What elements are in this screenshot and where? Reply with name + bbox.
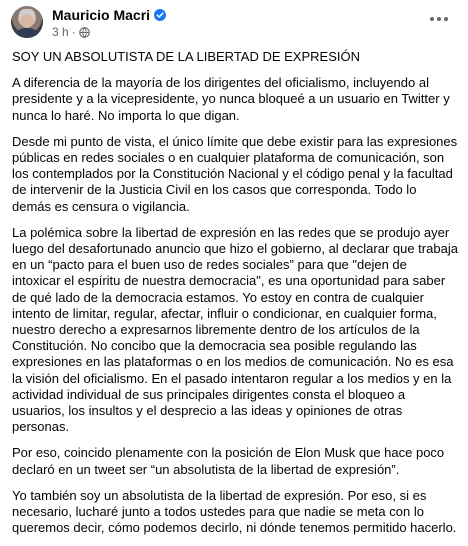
avatar[interactable] xyxy=(11,6,43,38)
author-name[interactable]: Mauricio Macri xyxy=(52,7,151,23)
post-body xyxy=(12,49,458,546)
post-paragraph: Desde mi punto de vista, el único límite que debe existir para las expresiones públicas en redes sociales o en cualquier plataforma de comunicación, son los contemplados por la Constitución Nacional y el código penal y la facultad de intervenir de la Justicia Civil en los casos que corresponda. Todo lo demás es censura o vigilancia. xyxy=(12,133,458,214)
avatar-shirt xyxy=(15,28,39,38)
verified-badge-icon xyxy=(154,9,166,21)
more-options-button[interactable] xyxy=(426,8,452,30)
author-row xyxy=(52,6,166,24)
post-paragraph: Por eso, coincido plenamente con la posición de Elon Musk que hace poco declaró en un tweet ser “un absolutista de la libertad de expresión”. xyxy=(12,445,445,477)
post-header xyxy=(8,6,460,42)
more-horizontal-icon xyxy=(430,17,448,21)
globe-icon[interactable] xyxy=(79,27,90,38)
post-title: SOY UN ABSOLUTISTA DE LA LIBERTAD DE EXPRESIÓN xyxy=(12,49,360,64)
meta-separator: · xyxy=(71,25,76,39)
post-paragraph: A diferencia de la mayoría de los dirigentes del oficialismo, incluyendo al presidente y a la vicepresidente, yo nunca bloqueé a un usuario en Twitter y nunca lo haré. No importa lo que digan. xyxy=(12,75,450,123)
post-paragraph: La polémica sobre la libertad de expresión en las redes que se produjo ayer luego del desafortunado anuncio que hizo el gobierno, al declarar que trabaja en un “pacto para el buen uso de redes sociales” para que "dejen de intoxicar el espíritu de nuestra democracia", es una oportunidad para saber de qué lado de la democracia estamos. Yo estoy en contra de cualquier intento de limitar, regular, afectar, influir o condicionar, en cualquier forma, nuestro derecho a expresarnos libremente dentro de los artículos de la Constitución. No concibo que la democracia sea posible regulando las expresiones en las plataformas o en los medios de comunicación. No es esa la visión del oficialismo. En el pasado intentaron regular a los medios y en la actividad individual de sus principales dirigentes consta el bloqueo a usuarios, los insultos y el desprecio a las ideas y opiniones de otras personas. xyxy=(12,224,458,435)
post-timestamp[interactable]: 3 h xyxy=(52,25,69,39)
post-meta xyxy=(52,25,90,39)
avatar-face xyxy=(21,14,33,28)
post-paragraph: Yo también soy un absolutista de la libertad de expresión. Por eso, si es necesario, lucharé junto a todos ustedes para que nadie se meta con lo queremos decir, cómo podemos decirlo, ni dónde tenemos permitido hacerlo. xyxy=(12,487,457,536)
